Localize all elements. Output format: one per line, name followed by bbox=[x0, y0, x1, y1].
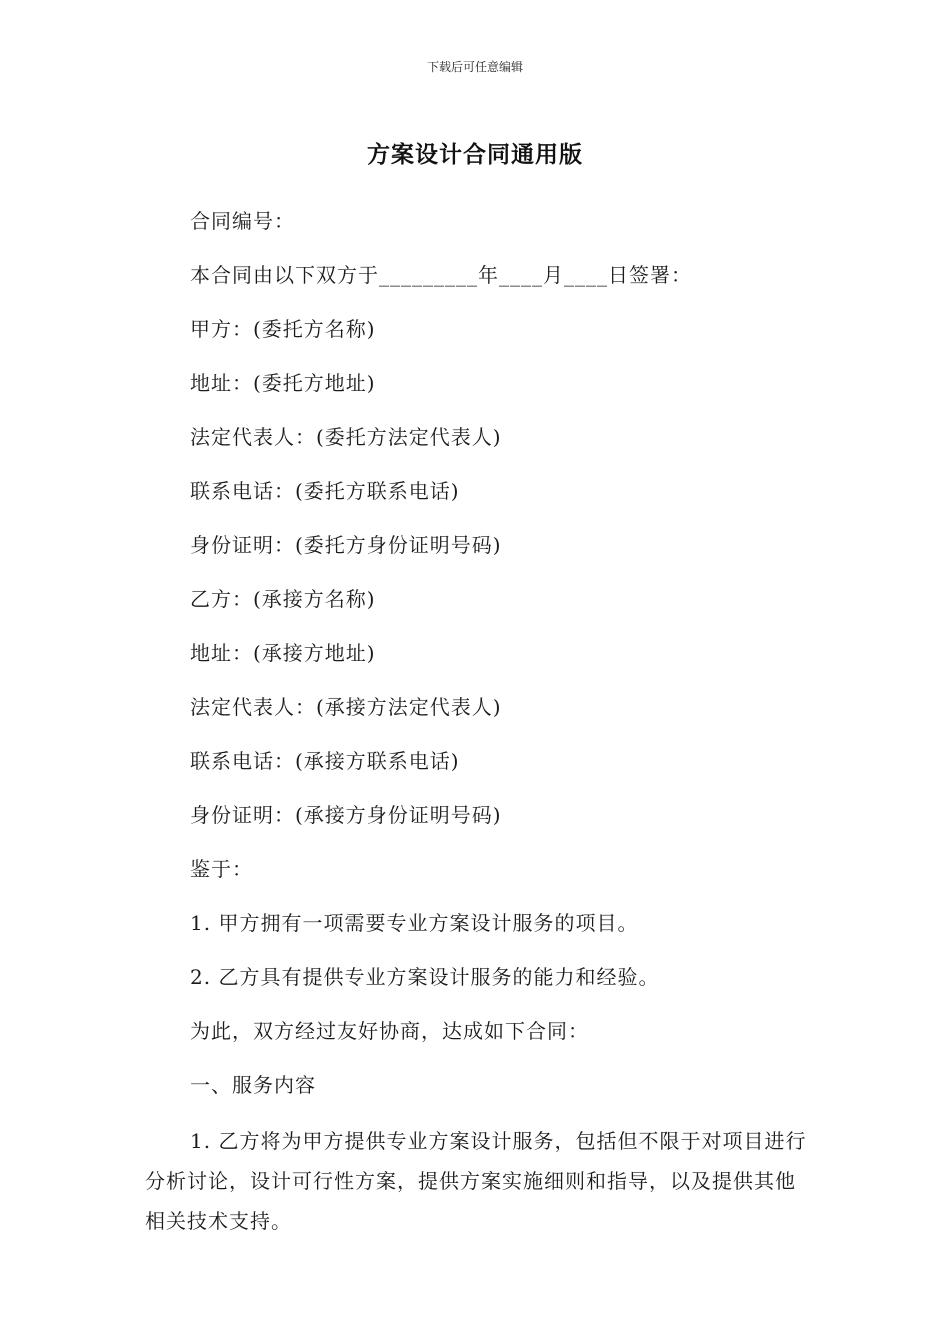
section-1-heading: 一、服务内容 bbox=[190, 1073, 316, 1097]
party-b-id-line: 身份证明：(承接方身份证明号码) bbox=[190, 803, 502, 827]
party-b-name-line: 乙方：(承接方名称) bbox=[190, 587, 376, 611]
whereas-heading: 鉴于： bbox=[190, 857, 253, 881]
party-a-name-line: 甲方：(委托方名称) bbox=[190, 317, 376, 341]
contract-number-line: 合同编号： bbox=[190, 209, 295, 233]
agreement-intro-line: 为此，双方经过友好协商，达成如下合同： bbox=[190, 1019, 589, 1043]
party-b-phone-line: 联系电话：(承接方联系电话) bbox=[190, 749, 460, 773]
section-1-paragraph-1: 1. 乙方将为甲方提供专业方案设计服务，包括但不限于对项目进行分析讨论，设计可行性方案，提供方案实施细则和指导，以及提供其他相关技术支持。 bbox=[145, 1129, 807, 1233]
party-a-id-line: 身份证明：(委托方身份证明号码) bbox=[190, 533, 502, 557]
party-b-address-line: 地址：(承接方地址) bbox=[190, 641, 376, 665]
party-a-phone-line: 联系电话：(委托方联系电话) bbox=[190, 479, 460, 503]
whereas-item-1: 1. 甲方拥有一项需要专业方案设计服务的项目。 bbox=[190, 911, 639, 935]
document-title: 方案设计合同通用版 bbox=[367, 142, 583, 168]
party-b-legal-rep-line: 法定代表人：(承接方法定代表人) bbox=[190, 695, 502, 719]
signing-date-line: 本合同由以下双方于_________年____月____日签署： bbox=[190, 263, 692, 287]
header-note: 下载后可任意编辑 bbox=[426, 60, 523, 74]
party-a-legal-rep-line: 法定代表人：(委托方法定代表人) bbox=[190, 425, 502, 449]
party-a-address-line: 地址：(委托方地址) bbox=[190, 371, 376, 395]
whereas-item-2: 2. 乙方具有提供专业方案设计服务的能力和经验。 bbox=[190, 965, 660, 989]
